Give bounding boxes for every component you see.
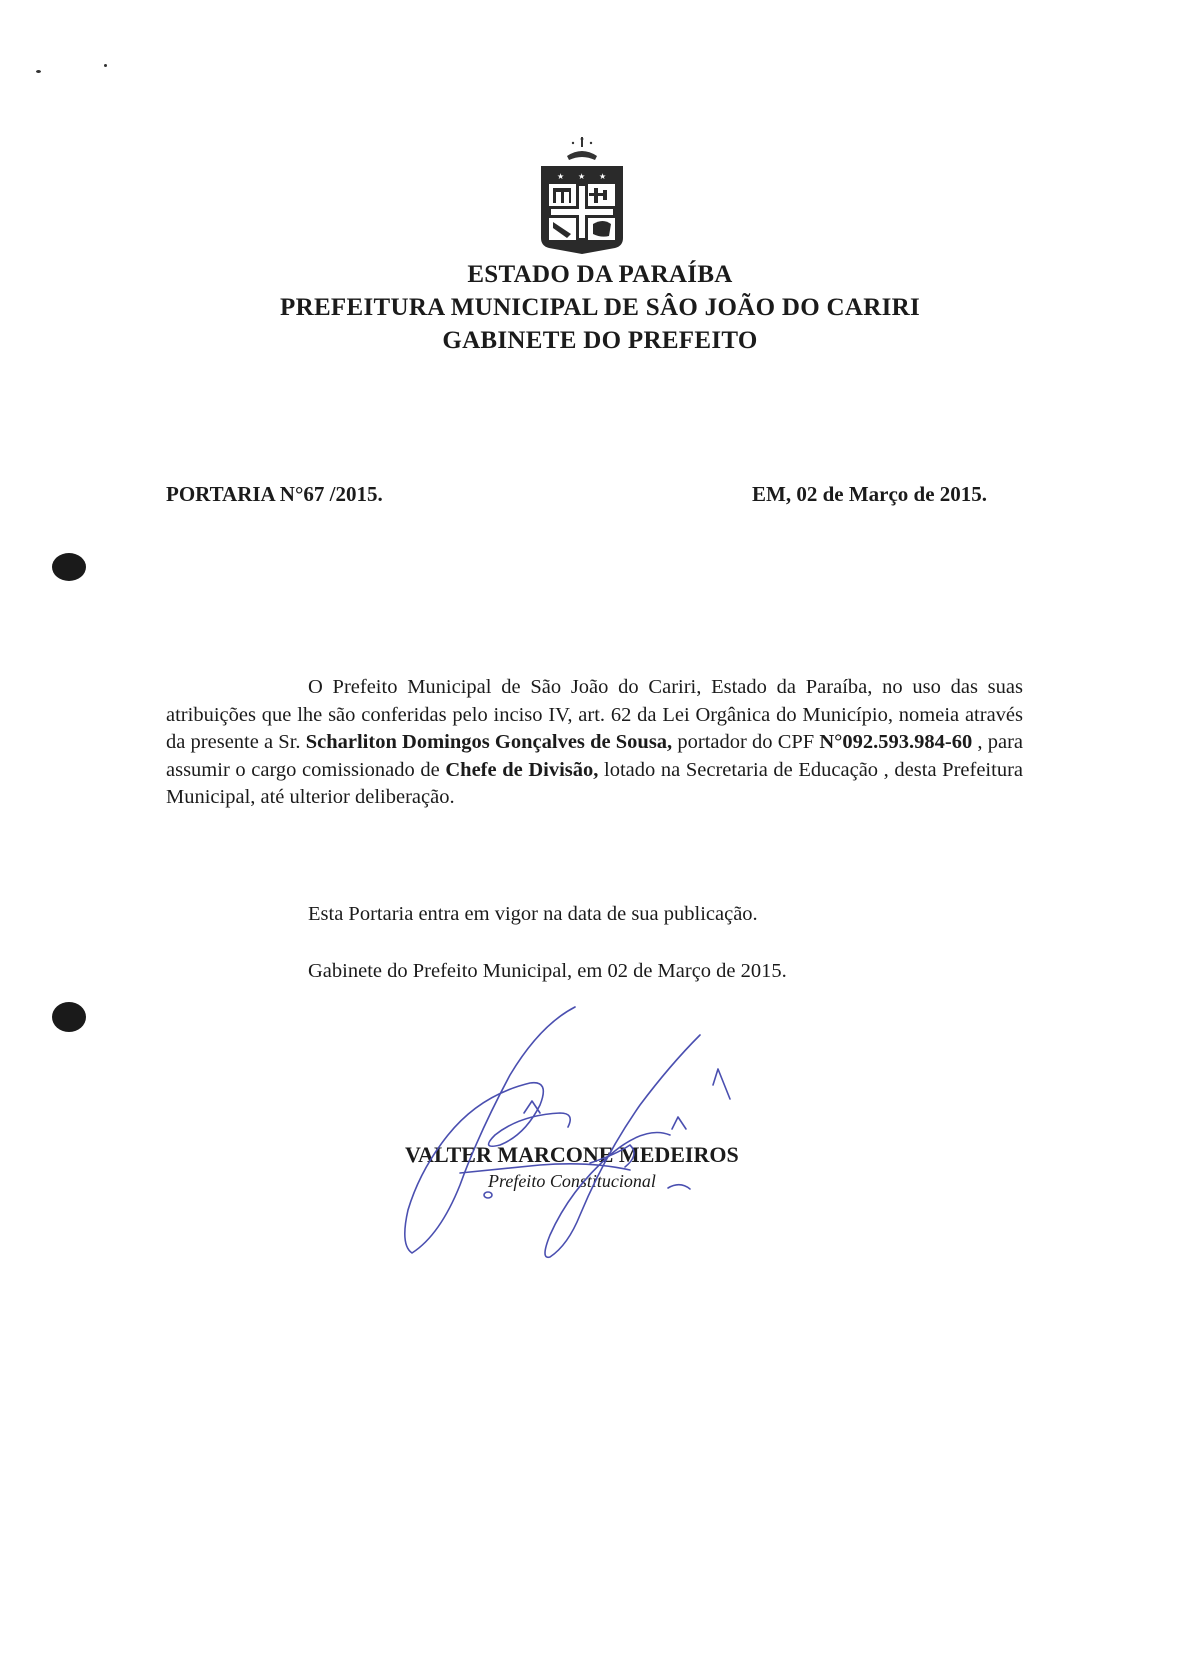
- handwritten-signature: [400, 995, 740, 1265]
- letterhead: [0, 258, 1200, 357]
- svg-text:★: ★: [578, 172, 586, 181]
- scan-speck: [36, 70, 41, 73]
- signer-name: VALTER MARCONE MEDEIROS: [405, 1142, 739, 1167]
- body-text: , para assumir o cargo comissionado de: [166, 731, 1023, 781]
- appointee-cpf: N°092.593.984-60: [819, 731, 973, 753]
- portaria-number: PORTARIA N°67 /2015.: [166, 482, 383, 506]
- header-municipality: PREFEITURA MUNICIPAL DE SÂO JOÃO DO CARIRI: [280, 294, 920, 321]
- appointee-role: Chefe de Divisão,: [445, 758, 599, 781]
- svg-text:★: ★: [599, 172, 607, 181]
- punch-hole: [52, 553, 86, 581]
- body-text: lotado na Secretaria de Educação , desta Prefeitura Municipal, até ulterior deliberação.: [166, 758, 1023, 808]
- body-text: portador do CPF: [672, 731, 820, 753]
- header-office: GABINETE DO PREFEITO: [442, 327, 758, 354]
- header-state: ESTADO DA PARAÍBA: [467, 261, 733, 288]
- signer-title: Prefeito Constitucional: [488, 1171, 656, 1191]
- scan-speck: [104, 64, 107, 67]
- document-body: [166, 674, 1023, 812]
- appointee-name: Scharliton Domingos Gonçalves de Sousa,: [305, 731, 673, 753]
- portaria-date: EM, 02 de Março de 2015.: [752, 482, 988, 506]
- svg-text:★: ★: [557, 172, 565, 181]
- punch-hole: [52, 1002, 86, 1032]
- body-paragraph-closing: Gabinete do Prefeito Municipal, em 02 de Março de 2015.: [308, 960, 787, 982]
- body-paragraph-effective: Esta Portaria entra em vigor na data de sua publicação.: [308, 903, 758, 925]
- body-text: O Prefeito Municipal de São João do Cariri, Estado da Paraíba, no uso das suas atribuições que lhe são conferidas pelo inciso IV, art. 62 da Lei Orgânica do Município, nomeia através da presente a Sr.: [166, 676, 1023, 753]
- coat-of-arms-logo: [537, 134, 627, 256]
- body-paragraph-appointment: [166, 674, 1023, 812]
